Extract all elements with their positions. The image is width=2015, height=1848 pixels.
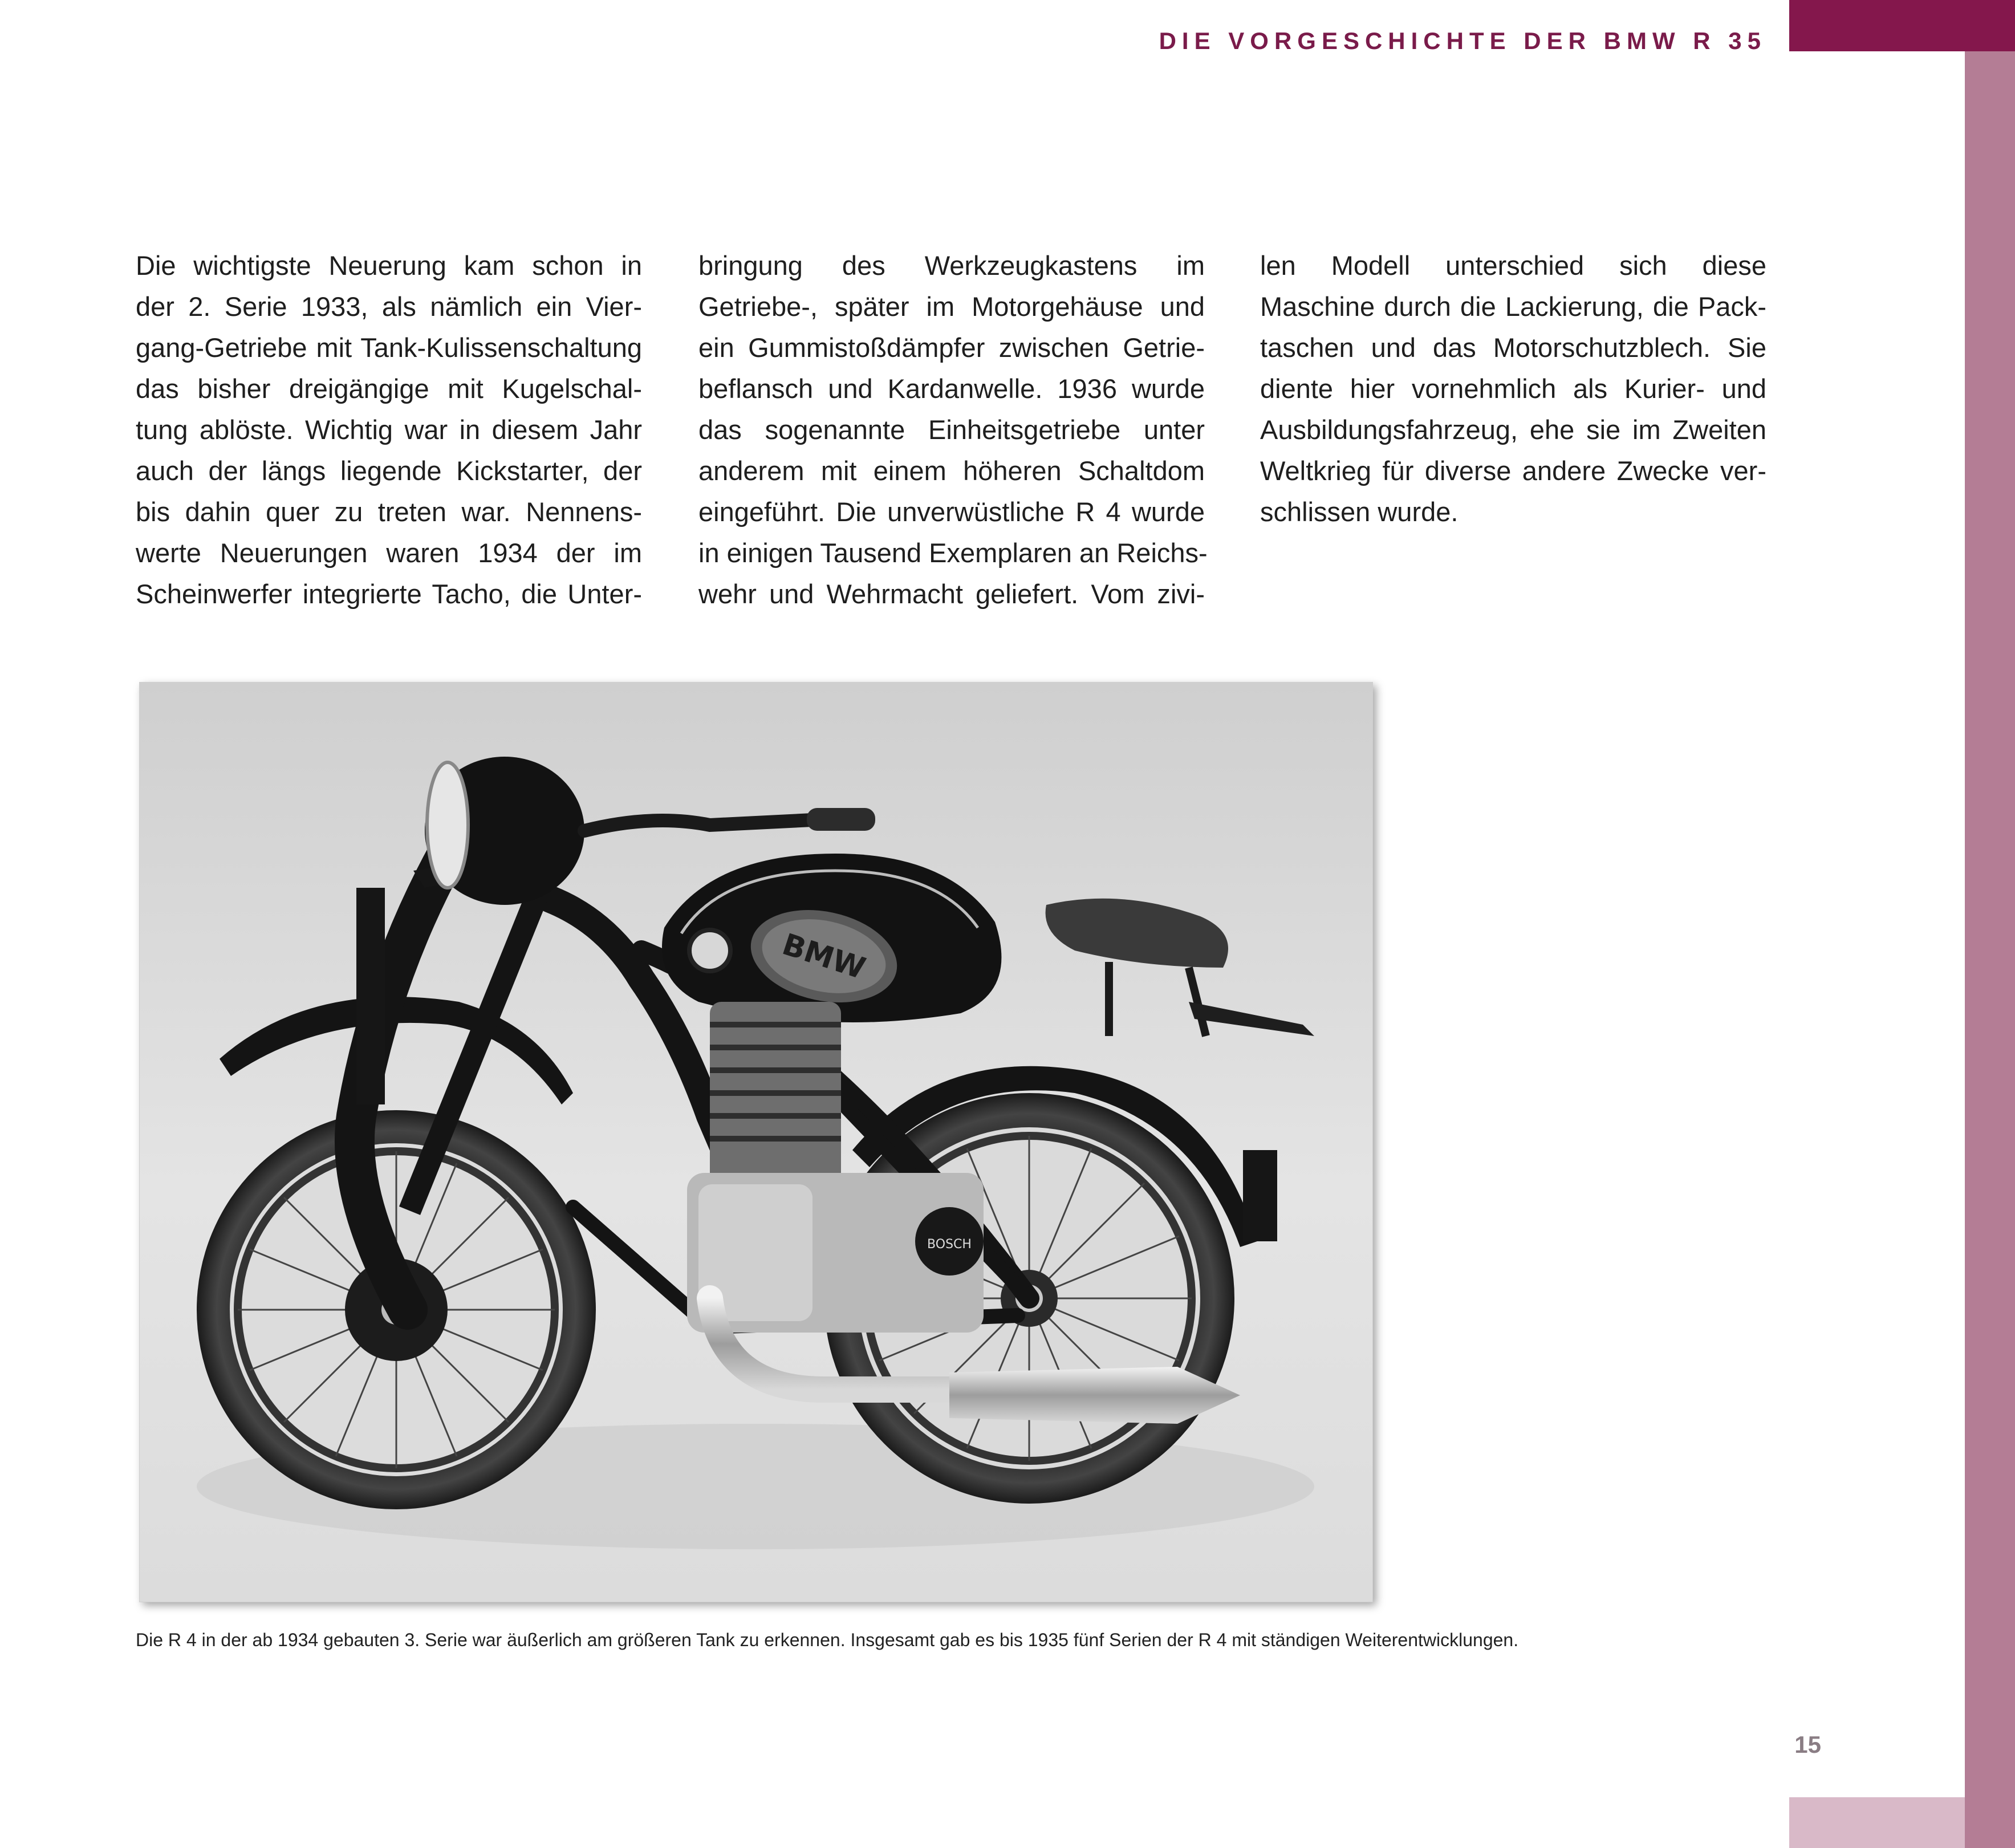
running-header: DIE VORGESCHICHTE DER BMW R 35 [1159, 27, 1766, 54]
text-line: diente hier vornehmlich als Kurier- und [1260, 373, 1766, 404]
text-line: Getriebe-, später im Motorgehäuse und [698, 291, 1205, 322]
text-line: bis dahin quer zu treten war. Nennens- [136, 497, 642, 527]
text-line: auch der längs liegende Kickstarter, der [136, 456, 642, 486]
text-line: taschen und das Motorschutzblech. Sie [1260, 332, 1766, 363]
text-line: das sogenannte Einheitsgetriebe unter [698, 415, 1205, 445]
text-line: bringung des Werkzeugkastens im [698, 250, 1205, 281]
text-line: ein Gummistoßdämpfer zwischen Getrie- [698, 332, 1205, 363]
photo-caption: Die R 4 in der ab 1934 gebauten 3. Serie war äußerlich am größeren Tank zu erkennen. Insgesamt gab es bis 1935 fünf Serien der R 4 mit ständigen Weiterentwicklungen. [136, 1630, 1519, 1650]
text-line: tung ablöste. Wichtig war in diesem Jahr [136, 415, 642, 445]
text-line: wehr und Wehrmacht geliefert. Vom zivi- [698, 579, 1205, 609]
bmw-roundel-icon [689, 930, 730, 971]
text-line: Weltkrieg für diverse andere Zwecke ver- [1260, 456, 1766, 486]
text-line: gang-Getriebe mit Tank-Kulissenschaltung [136, 332, 642, 363]
text-column-3 [1260, 245, 1766, 533]
text-line: Ausbildungsfahrzeug, ehe sie im Zweiten [1260, 415, 1766, 445]
tank-badge-text: BMW [778, 927, 870, 986]
text-column-1 [136, 245, 642, 615]
footer-color-block [1789, 1797, 1965, 1848]
text-line: in einigen Tausend Exemplaren an Reichs- [698, 538, 1208, 568]
text-line: werte Neuerungen waren 1934 der im [136, 538, 642, 568]
motorcycle-photo [139, 682, 1373, 1602]
headlamp [425, 757, 584, 905]
side-color-strip [1965, 51, 2015, 1848]
text-line: Scheinwerfer integrierte Tacho, die Unter- [136, 579, 642, 609]
dynamo-badge-text: BOSCH [927, 1237, 972, 1252]
text-line: anderem mit einem höheren Schaltdom [698, 456, 1205, 486]
text-line: eingeführt. Die unverwüstliche R 4 wurde [698, 497, 1205, 527]
text-line: Die wichtigste Neuerung kam schon in [136, 250, 642, 281]
text-line: schlissen wurde. [1260, 497, 1459, 527]
header-color-block [1789, 0, 2015, 51]
text-line: das bisher dreigängige mit Kugelschal- [136, 373, 642, 404]
text-line: der 2. Serie 1933, als nämlich ein Vier- [136, 291, 642, 322]
motorcycle-illustration [140, 683, 1372, 1602]
text-line: len Modell unterschied sich diese [1260, 250, 1766, 281]
text-line: beflansch und Kardanwelle. 1936 wurde [698, 373, 1205, 404]
page-number: 15 [1794, 1731, 1821, 1758]
text-line: Maschine durch die Lackierung, die Pack- [1260, 291, 1766, 322]
text-column-2 [698, 245, 1208, 615]
